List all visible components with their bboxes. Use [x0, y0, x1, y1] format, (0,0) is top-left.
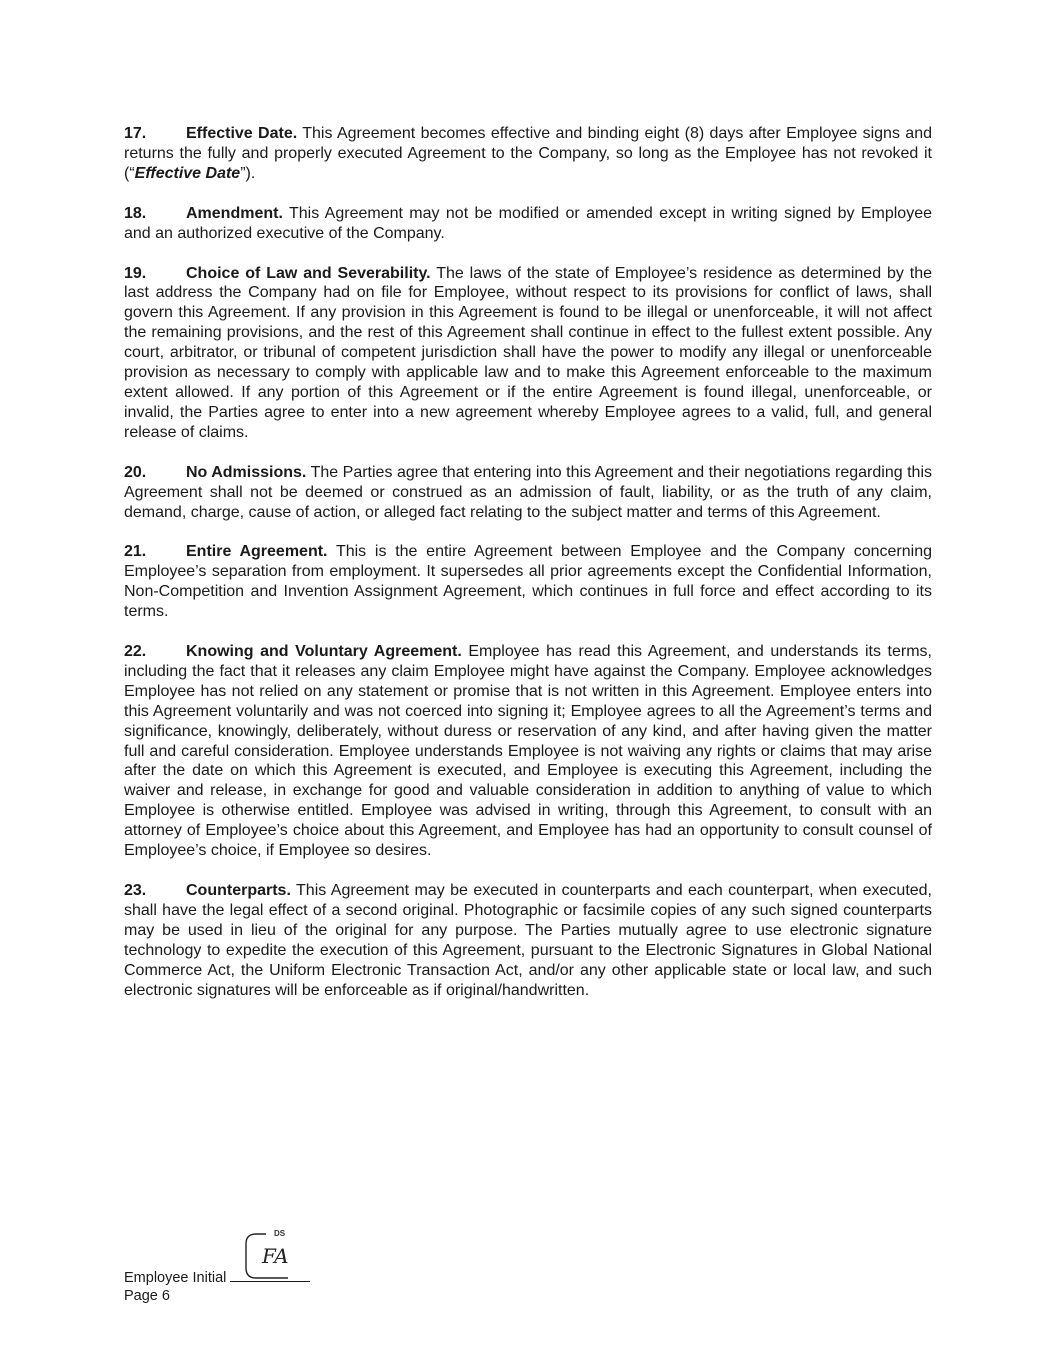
section-number: 18. [124, 204, 147, 222]
section-22 [124, 642, 932, 861]
section-text: Employee has read this Agreement, and understands its terms, including the fact that it releases any claim Employee might have against the Company. Employee acknowledges Employee has not relied on any statement or promise that is not written in this Agreement. Employee enters into this Agreement voluntarily and was not coerced into signing it; Employee agrees to all the Agreement’s terms and significance, knowingly, deliberately, without duress or reservation of any kind, and after having given the matter full and careful consideration. Employee understands Employee is not waiving any rights or claims that may arise after the date on which this Agreement is executed, and Employee is executing this Agreement, including the waiver and release, in exchange for good and valuable consideration in addition to anything of value to which Employee is otherwise entitled. Employee was advised in writing, through this Agreement, to consult with an attorney of Employee’s choice about this Agreement, and Employee has had an opportunity to consult counsel of Employee’s choice, if Employee so desires. [124, 643, 933, 860]
section-heading: Amendment. [186, 204, 283, 222]
page-number: Page 6 [124, 1288, 170, 1304]
section-text: This is the entire Agreement between Employee and the Company concerning Employee’s separation from employment. It supersedes all prior agreements except the Confidential Information, Non-Competition and Invention Assignment Agreement, which continues in full force and effect according to its terms. [124, 543, 933, 621]
section-heading: Effective Date. [186, 125, 298, 142]
section-21 [124, 542, 932, 622]
section-19 [124, 264, 932, 443]
section-text-end: ”). [240, 164, 256, 182]
section-text: This Agreement may be executed in counterparts and each counterpart, when executed, shall have the legal effect of a second original. Photographic or facsimile copies of any such signed counterparts may be used in lieu of the original for any purpose. The Parties mutually agree to use electronic signature technology to expedite the execution of this Agreement, pursuant to the Electronic Signatures in Global National Commerce Act, the Uniform Electronic Transaction Act, and/or any other applicable state or local law, and such electronic signatures will be enforceable as if original/handwritten. [124, 882, 932, 999]
section-number: 21. [124, 543, 147, 561]
handwritten-initials: FA [262, 1244, 289, 1268]
section-text: The laws of the state of Employee’s residence as determined by the last address the Company had on file for Employee, without respect to its provisions for conflict of laws, shall govern this Agreement. If any provision in this Agreement is found to be illegal or unenforceable, it will not affect the remaining provisions, and the rest of this Agreement shall continue in effect to the fullest extent possible. Any court, arbitrator, or tribunal of competent jurisdiction shall have the power to modify any illegal or unenforceable provision as necessary to comply with applicable law and to make this Agreement enforceable to the maximum extent allowed. If any portion of this Agreement or if the entire Agreement is found illegal, unenforceable, or invalid, the Parties agree to enter into a new agreement whereby Employee agrees to a valid, full, and general release of claims. [124, 264, 932, 441]
section-text: This Agreement becomes effective and binding eight (8) days after Employee signs and returns the fully and properly executed Agreement to the Company, so long as the Employee has not revoked it (“ [124, 125, 932, 182]
section-heading: Knowing and Voluntary Agreement. [186, 643, 462, 661]
document-body [124, 124, 932, 1020]
employee-initial-line [230, 1269, 310, 1282]
section-number: 19. [124, 264, 147, 282]
employee-initial-row [124, 1269, 310, 1287]
ds-badge: DS [274, 1229, 286, 1238]
employee-initial-label: Employee Initial [124, 1270, 227, 1286]
section-heading: Entire Agreement. [186, 543, 328, 561]
section-heading: Counterparts. [186, 882, 291, 899]
defined-term: Effective Date [134, 164, 241, 182]
section-heading: Choice of Law and Severability. [186, 264, 431, 282]
section-17 [124, 124, 932, 184]
section-number: 20. [124, 463, 147, 481]
section-number: 23. [124, 882, 147, 899]
section-number: 22. [124, 643, 147, 661]
section-23 [124, 881, 932, 1000]
section-18 [124, 204, 932, 244]
section-text: This Agreement may not be modified or amended except in writing signed by Employee and an authorized executive of the Company. [124, 204, 932, 242]
page-footer [124, 1269, 310, 1305]
section-number: 17. [124, 125, 147, 142]
section-text: The Parties agree that entering into this Agreement and their negotiations regarding this Agreement shall not be deemed or construed as an admission of fault, liability, or as the truth of any claim, demand, charge, cause of action, or alleged fact relating to the subject matter and terms of this Agreement. [124, 463, 933, 521]
section-20 [124, 463, 932, 523]
section-heading: No Admissions. [186, 463, 307, 481]
